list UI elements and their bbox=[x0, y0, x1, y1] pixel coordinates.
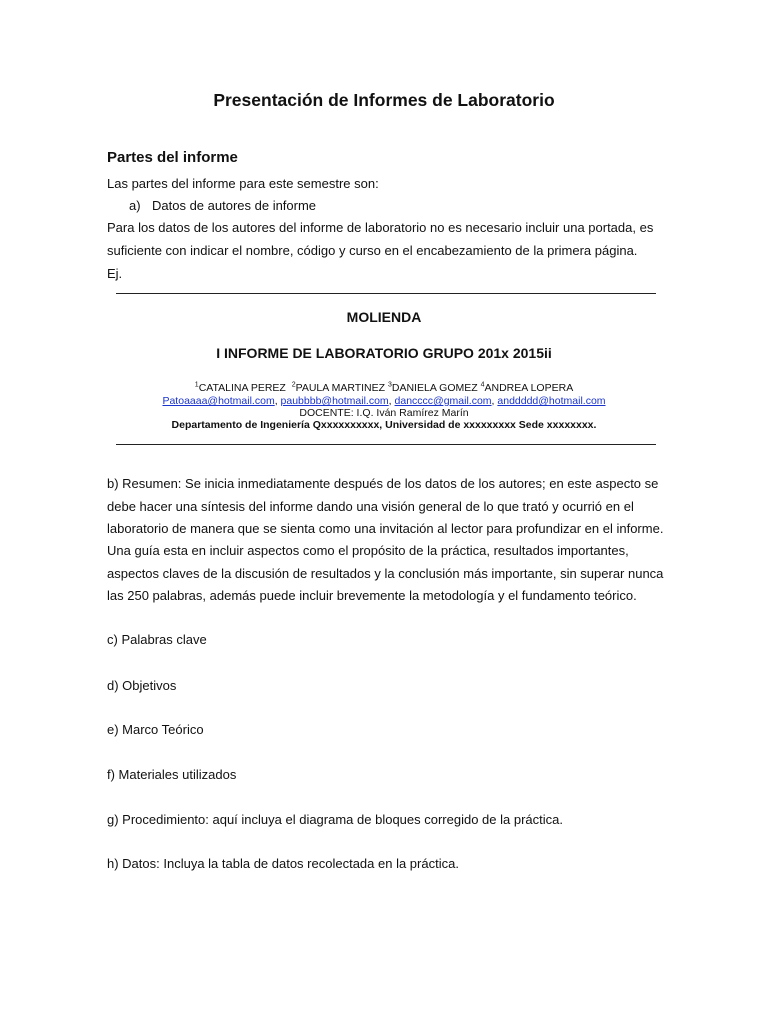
resumen-line: Una guía esta en incluir aspectos como el propósito de la práctica, resultados importantes, bbox=[107, 543, 629, 558]
docente-line: DOCENTE: I.Q. Iván Ramírez Marín bbox=[299, 407, 469, 419]
example-report-title: I INFORME DE LABORATORIO GRUPO 201x 2015ii bbox=[216, 345, 552, 361]
resumen-line: las 250 palabras, además puede incluir brevemente la metodología y el fundamento teórico. bbox=[107, 588, 637, 603]
author-name: CATALINA PEREZ bbox=[198, 382, 286, 394]
list-item: c) Palabras clave bbox=[107, 632, 207, 647]
list-marker: a) bbox=[129, 198, 141, 213]
author-superscript: 2 bbox=[291, 381, 296, 389]
author-superscript: 3 bbox=[387, 381, 392, 389]
divider-top bbox=[116, 293, 656, 294]
authors-line bbox=[0, 382, 768, 395]
email-link[interactable]: paubbbb@hotmail.com bbox=[280, 395, 389, 407]
resumen-line: laboratorio de manera que se sienta como una invitación al lector para profundizar en el informe. bbox=[107, 521, 664, 536]
list-item: f) Materiales utilizados bbox=[107, 767, 237, 782]
example-label: Ej. bbox=[107, 266, 123, 281]
email-link[interactable]: dancccc@gmail.com bbox=[394, 395, 492, 407]
emails-line: Patoaaaa@hotmail.com, paubbbb@hotmail.com, dancccc@gmail.com, anddddd@hotmail.com bbox=[162, 395, 606, 407]
department-line: Departamento de Ingeniería Qxxxxxxxxxx, Universidad de xxxxxxxxx Sede xxxxxxxx. bbox=[171, 419, 597, 431]
example-topic: MOLIENDA bbox=[346, 309, 422, 325]
intro-text: Las partes del informe para este semestre son: bbox=[107, 176, 379, 191]
resumen-line: debe hacer una síntesis del informe dando una visión general de lo que trató y ocurrió en el bbox=[107, 499, 634, 514]
author-name: DANIELA GOMEZ bbox=[391, 382, 478, 394]
document-title: Presentación de Informes de Laboratorio bbox=[213, 90, 555, 110]
section-heading: Partes del informe bbox=[107, 149, 238, 166]
resumen-line: aspectos claves de la discusión de resultados y la conclusión más importante, sin superar nunca bbox=[107, 566, 664, 581]
email-link[interactable]: anddddd@hotmail.com bbox=[497, 395, 606, 407]
author-superscript: 4 bbox=[480, 381, 485, 389]
email-link[interactable]: Patoaaaa@hotmail.com bbox=[162, 395, 275, 407]
paragraph-line: Para los datos de los autores del informe de laboratorio no es necesario incluir una portada, es bbox=[107, 220, 654, 235]
list-item: g) Procedimiento: aquí incluya el diagrama de bloques corregido de la práctica. bbox=[107, 812, 563, 827]
list-item: h) Datos: Incluya la tabla de datos recolectada en la práctica. bbox=[107, 856, 459, 871]
author-name: PAULA MARTINEZ bbox=[295, 382, 386, 394]
list-item: d) Objetivos bbox=[107, 678, 177, 693]
resumen-line: b) Resumen: Se inicia inmediatamente después de los datos de los autores; en este aspecto se bbox=[107, 476, 659, 491]
list-item-authors: Datos de autores de informe bbox=[152, 198, 317, 213]
author-name: ANDREA LOPERA bbox=[484, 382, 574, 394]
list-item: e) Marco Teórico bbox=[107, 722, 204, 737]
divider-bottom bbox=[116, 444, 656, 445]
paragraph-line: suficiente con indicar el nombre, código y curso en el encabezamiento de la primera página. bbox=[107, 243, 638, 258]
author-superscript: 1 bbox=[194, 381, 199, 389]
